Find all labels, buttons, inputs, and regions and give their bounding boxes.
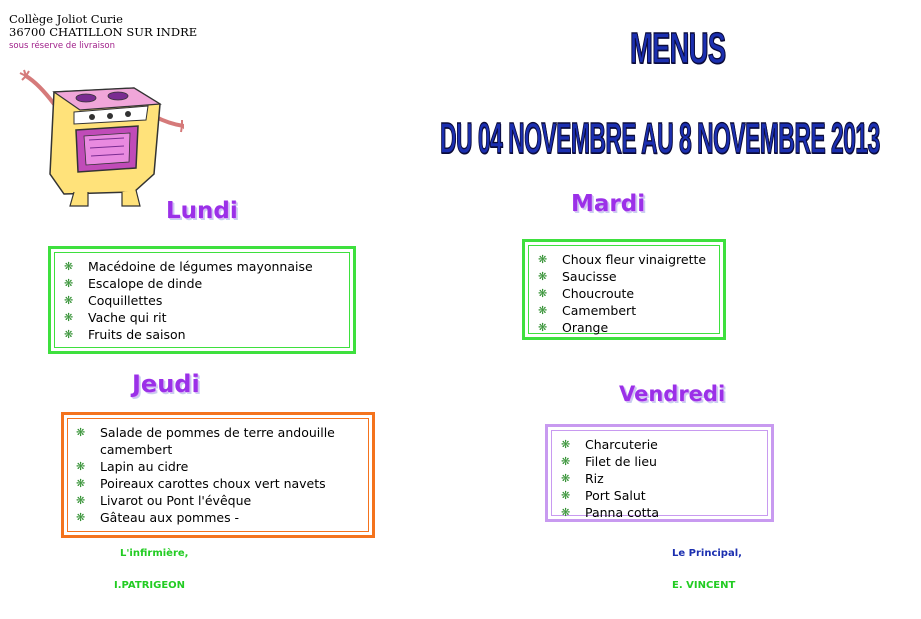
list-item: ❋ Vache qui rit [64, 310, 167, 325]
flower-bullet-icon: ❋ [76, 460, 86, 473]
menu-box-inner [528, 245, 720, 334]
school-header [9, 13, 197, 53]
flower-bullet-icon: ❋ [561, 472, 571, 485]
school-name: Collège Joliot Curie [9, 12, 123, 26]
list-item: ❋ Salade de pommes de terre andouille camembert [76, 425, 335, 457]
flower-bullet-icon: ❋ [538, 253, 548, 266]
menus-title: MENUS [630, 24, 726, 73]
flower-bullet-icon: ❋ [538, 270, 548, 283]
flower-bullet-icon: ❋ [64, 277, 74, 290]
flower-bullet-icon: ❋ [64, 311, 74, 324]
menu-box-jeudi [61, 412, 375, 538]
day-heading-mardi: Mardi [571, 191, 646, 217]
menu-box-lundi [48, 246, 356, 354]
flower-bullet-icon: ❋ [76, 477, 86, 490]
flower-bullet-icon: ❋ [561, 438, 571, 451]
menu-box-inner [67, 418, 369, 532]
list-item: ❋ Filet de lieu [561, 454, 657, 469]
flower-bullet-icon: ❋ [561, 455, 571, 468]
flower-bullet-icon: ❋ [76, 494, 86, 507]
list-item: ❋ Port Salut [561, 488, 646, 503]
flower-bullet-icon: ❋ [76, 426, 86, 439]
menu-list-mardi [538, 251, 706, 336]
list-item: ❋ Fruits de saison [64, 327, 186, 342]
list-item: ❋ Choux fleur vinaigrette [538, 252, 707, 267]
nurse-title: L'infirmière, [120, 548, 189, 559]
flower-bullet-icon: ❋ [538, 287, 548, 300]
principal-title: Le Principal, [672, 548, 742, 559]
menu-box-vendredi [545, 424, 774, 522]
delivery-note: sous réserve de livraison [9, 41, 115, 51]
menu-list-lundi [64, 258, 313, 343]
flower-bullet-icon: ❋ [64, 260, 74, 273]
menu-list-jeudi [76, 424, 368, 526]
list-item: ❋ Camembert [538, 303, 637, 318]
day-heading-jeudi: Jeudi [132, 370, 200, 398]
day-heading-lundi: Lundi [166, 198, 238, 224]
list-item: ❋ Lapin au cidre [76, 459, 189, 474]
list-item: ❋ Coquillettes [64, 293, 163, 308]
flower-bullet-icon: ❋ [64, 294, 74, 307]
list-item: ❋ Orange [538, 320, 609, 335]
list-item: ❋ Livarot ou Pont l'évêque [76, 493, 252, 508]
list-item: ❋ Gâteau aux pommes - [76, 510, 240, 525]
list-item: ❋ Poireaux carottes choux vert navets [76, 476, 326, 491]
list-item: ❋ Choucroute [538, 286, 635, 301]
list-item: ❋ Saucisse [538, 269, 617, 284]
menu-box-inner [551, 430, 768, 520]
menu-box-inner [54, 252, 350, 348]
flower-bullet-icon: ❋ [538, 321, 548, 334]
menu-box-mardi [522, 239, 726, 340]
nurse-name: I.PATRIGEON [114, 580, 186, 591]
list-item: ❋ Macédoine de légumes mayonnaise [64, 259, 313, 274]
list-item: ❋ Charcuterie [561, 437, 658, 452]
date-range-title: DU 04 NOVEMBRE AU 8 NOVEMBRE 2013 [440, 114, 880, 163]
flower-bullet-icon: ❋ [561, 489, 571, 502]
list-item: ❋ Riz [561, 471, 604, 486]
list-item: ❋ Escalope de dinde [64, 276, 203, 291]
principal-name: E. VINCENT [672, 580, 736, 591]
school-address: 36700 CHATILLON SUR INDRE [9, 25, 198, 39]
flower-bullet-icon: ❋ [64, 328, 74, 341]
flower-bullet-icon: ❋ [538, 304, 548, 317]
day-heading-vendredi: Vendredi [619, 382, 726, 406]
menu-list-vendredi [561, 436, 659, 521]
list-item: ❋ Panna cotta [561, 505, 660, 520]
flower-bullet-icon: ❋ [561, 506, 571, 519]
flower-bullet-icon: ❋ [76, 511, 86, 524]
dancing-stove-icon [14, 64, 184, 218]
